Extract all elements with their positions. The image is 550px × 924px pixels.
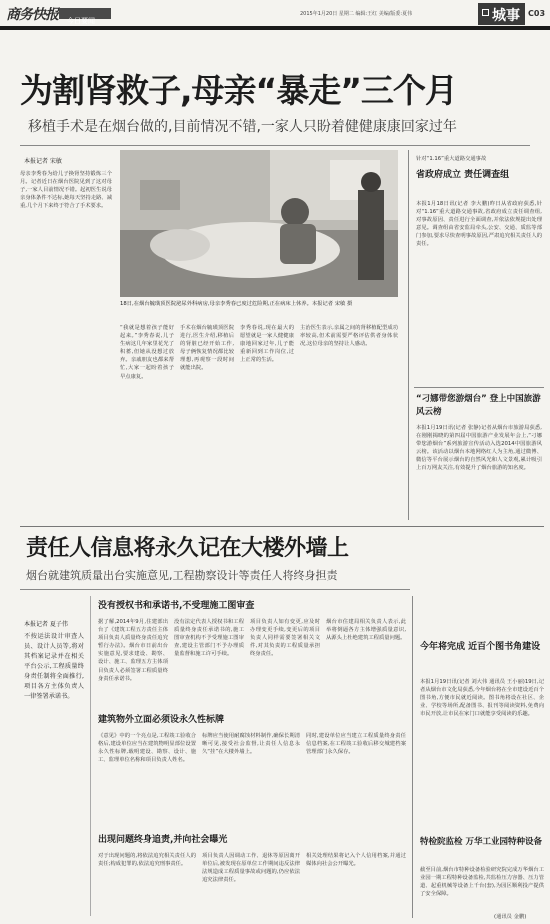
masthead-rule xyxy=(0,26,550,30)
sidebar1-divider xyxy=(408,150,409,520)
story1-rule xyxy=(20,145,530,146)
story2-col-h: 对于出现问题的,将依法追究相关责任人的责任;构成犯罪的,依法追究刑事责任。 xyxy=(98,853,196,868)
story2-byline: 本报记者 夏子伟 xyxy=(24,621,68,628)
story2-subhead3: 出现问题终身追责,并向社会曝光 xyxy=(98,835,228,845)
story2-col-g: 同时,建设单位应当建立工程质量终身责任信息档案,在工程竣工验收后移交城建档案管理部门永久保存。 xyxy=(306,733,406,756)
story1-col3: 手术在烟台毓璜顶医院进行,医生介绍,移植后的肾脏已经开始工作,母子俩恢复情况都比较理想,再观察一段时间就能出院。 xyxy=(180,325,234,372)
story2-col-c: 项目负责人如有变更,应及时办理变更手续,变更后的项目负责人同样需要签署相关文件,对其负责的工程质量承担终身责任。 xyxy=(250,619,320,658)
story2-col-b: 没有法定代表人授权书和工程质量终身责任承诺书的,施工图审查机构不予受理施工图审查,建设主管部门不予办理质量监督和施工许可手续。 xyxy=(174,619,244,658)
sidebar1-intro: 针对“1.16”重大道路交通事故 xyxy=(416,156,487,162)
story2-lead: 不按运法设计审查人员、设计人员等,将对其档案记录并在相关平台公示,工程质量终身责任制将全面推行,项目各方主体负责人一律签署承诺书。 xyxy=(24,633,84,700)
story1-headline: 为割肾救子,母亲“暴走”三个月 xyxy=(20,71,457,110)
story2-subhead1: 没有授权书和承诺书,不受理施工图审查 xyxy=(98,601,255,611)
story2-col-f: 标牌应当使用耐腐蚀材料制作,确保长期清晰可见,接受社会监督,让责任人信息永久“挂”在大楼外墙上。 xyxy=(202,733,300,756)
sidebar2-divider xyxy=(412,596,413,918)
section-title: 城事 xyxy=(492,8,520,24)
story2-subhead2: 建筑物外立面必须设永久性标牌 xyxy=(98,715,225,725)
sidebar1-body: 本报1月18日讯(记者 李大鹏)昨日从省政府获悉,针对“1.16”重大道路交通事故,省政府成立责任调查组,对事故原因、责任进行全面调查,并依法依规提出处理意见。调查组由省安监局牵头,公安、交通、质监等部门参加,要求尽快查明事故原因,严肃追究相关责任人的责任。 xyxy=(416,201,542,248)
issue-line: 2015年1月20日 星期二 编辑:王红 美编/版委:夏伟 xyxy=(300,11,413,17)
story1-byline: 本报记者 宋敏 xyxy=(24,158,62,165)
masthead xyxy=(0,0,550,26)
story2-col-i: 项目负责人因调动工作、退休等原因离开单位后,被发现在原单位工作期间违反法律法规造成工程质量事故或问题的,仍应依法追究法律责任。 xyxy=(202,853,300,884)
city-icon xyxy=(482,9,489,16)
story2-rule xyxy=(20,589,410,590)
story1-subheadline: 移植手术是在烟台做的,目前情况不错,一家人只盼着健健康康回家过年 xyxy=(28,119,457,135)
sidebar2-body: 本报1月19日讯(记者 刘大伟 通讯员 王小丽)19日,记者从烟台市文化局获悉,今年烟台将在全市建设近百个图书角,方便市民就近阅读。图书角将设在社区、企业、学校等场所,配备图书、报刊等阅读资料,免费向市民开放,让市民在家门口就能享受阅读的乐趣。 xyxy=(420,679,544,718)
story1-col1: 母亲李秀春为给儿子换肾坚持锻炼三个月。记者近日在烟台医院见到了这对母子,一家人目前情况不错。起初医生说母亲身体条件不达标,她每天坚持走路、减重,几个月下来终于符合了手术要求。 xyxy=(20,171,112,210)
story1-col5: 主治医生表示,亲属之间的肾移植配型成功率较高,但术前需要严格评估供者身体状况,这位母亲的坚持让人感动。 xyxy=(300,325,398,348)
story2-col-j: 相关处理结果将记入个人信用档案,并通过媒体向社会公开曝光。 xyxy=(306,853,406,868)
section-divider xyxy=(20,526,544,527)
story2-col-d: 烟台市住建局相关负责人表示,此举将倒逼各方主体增强质量意识,从源头上杜绝建筑工程质量问题。 xyxy=(326,619,406,642)
sidebar2-headline2: 特检院监检 万华工业园特种设备 xyxy=(420,837,542,847)
hospital-scene-illustration xyxy=(120,150,398,297)
section-title-box xyxy=(478,3,525,25)
photo-caption: 18日,在烟台毓璜顶医院泌尿外科病房,母亲李秀春已度过危险期,正在病床上休养。本报记者 宋敏 摄 xyxy=(120,301,353,307)
section-name: 今日要闻 xyxy=(67,17,95,25)
story2-headline: 责任人信息将永久记在大楼外墙上 xyxy=(26,536,349,561)
page-number: C03 xyxy=(528,9,546,18)
sidebar2-headline: 今年将完成 近百个图书角建设 xyxy=(420,642,541,652)
sidebar1-headline: 省政府成立 责任调查组 xyxy=(416,170,510,180)
story2-col-a: 据了解,2014年9月,住建部出台了《建筑工程五方责任主体项目负责人质量终身责任追究暂行办法》。烟台市日前出台实施意见,要求建设、勘察、设计、施工、监理五方主体项目负责人必须签署工程质量终身责任承诺书。 xyxy=(98,619,168,682)
story1-col2: “我就是想着孩子能好起来。”李秀春说,儿子生病这几年家里花光了积蓄,但她从没想过放弃。亲戚朋友也都来帮忙,大家一起盼着孩子早点康复。 xyxy=(120,325,174,380)
newspaper-logo: 商务快报 xyxy=(6,7,58,23)
sidebar2-body2: 截至目前,烟台市特种设备检验研究院完成万华烟台工业园一期工程特种设备监检,共监检压力容器、压力管道、起重机械等设备上千台(套),为园区顺利投产提供了安全保障。 xyxy=(420,867,544,898)
sidebar2-credit: (通讯员 金鹏) xyxy=(494,914,527,920)
story2-lead-divider xyxy=(90,596,91,916)
section-name-tab xyxy=(59,8,111,25)
story1-col4: 李秀春说,现在最大的愿望就是一家人健健康康地回家过年,儿子能重新回到工作岗位,过上正常的生活。 xyxy=(240,325,294,364)
hospital-photo xyxy=(120,150,398,297)
story2-subheadline: 烟台就建筑质量出台实施意见,工程勘察设计等责任人将终身担责 xyxy=(26,569,338,582)
sidebar1-rule xyxy=(414,387,544,388)
sidebar1-headline2: “刁娜带您游烟台” 登上中国旅游风云榜 xyxy=(416,394,541,417)
story2-col-e: 《意见》中的一个亮点是,工程竣工验收合格后,建设单位应当在建筑物明显部位设置永久性标牌,载明建设、勘察、设计、施工、监理单位名称和项目负责人姓名。 xyxy=(98,733,196,764)
sidebar1-body2: 本报1月19日讯(记者 张静)记者从烟台市旅游局获悉,在刚刚揭晓的第四届中国旅游产业发展年会上,“刁娜带您游烟台”系列旅游宣传活动入选2014中国旅游风云榜。该活动以烟台本地网络红人为主角,通过微博、微信等平台展示烟台的自然风光和人文景观,累计吸引上百万网友关注,有效提升了烟台旅游的知名度。 xyxy=(416,425,542,472)
